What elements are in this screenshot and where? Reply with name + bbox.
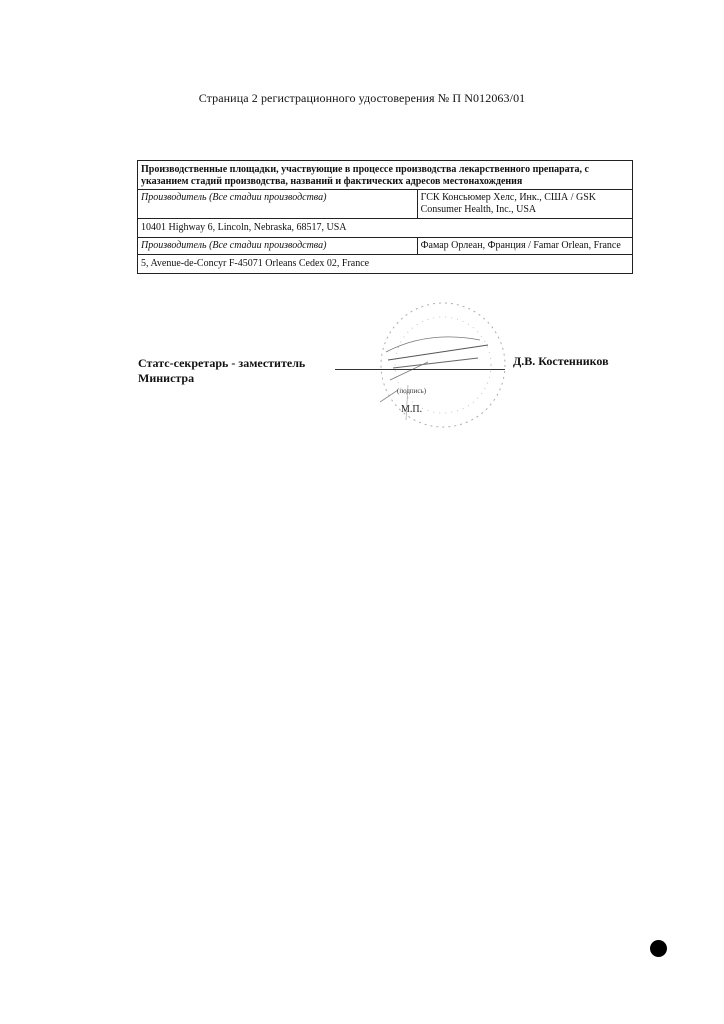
signatory-position (138, 356, 305, 386)
manufacturer-address: 10401 Highway 6, Lincoln, Nebraska, 68517, USA (138, 219, 633, 238)
stamp-caption: М.П. (401, 404, 423, 415)
position-line: Статс-секретарь - заместитель (138, 356, 306, 370)
page-marker-dot (650, 940, 667, 957)
official-stamp (368, 290, 518, 440)
signature-caption: (подпись) (397, 387, 427, 395)
production-sites-table (137, 160, 633, 274)
position-line: Министра (138, 371, 195, 385)
table-row (138, 219, 633, 238)
table-row (138, 238, 633, 255)
table-row (138, 255, 633, 274)
table-header-row (138, 161, 633, 190)
signer-name: Д.В. Костенников (513, 354, 609, 368)
signature-line (335, 369, 505, 370)
manufacturer-role: Производитель (Все стадии производства) (138, 238, 418, 255)
manufacturer-role: Производитель (Все стадии производства) (138, 190, 418, 219)
manufacturer-name: Фамар Орлеан, Франция / Famar Orlean, France (417, 238, 632, 255)
table-heading: Производственные площадки, участвующие в процессе производства лекарственного препарата, с указанием стадий производства, названий и фактических адресов местонахождения (138, 161, 633, 190)
page-title: Страница 2 регистрационного удостоверения № П N012063/01 (198, 91, 526, 105)
manufacturer-name: ГСК Консьюмер Хелс, Инк., США / GSK Consumer Health, Inc., USA (417, 190, 632, 219)
manufacturer-address: 5, Avenue-de-Concyr F-45071 Orleans Cedex 02, France (138, 255, 633, 274)
table-row (138, 190, 633, 219)
